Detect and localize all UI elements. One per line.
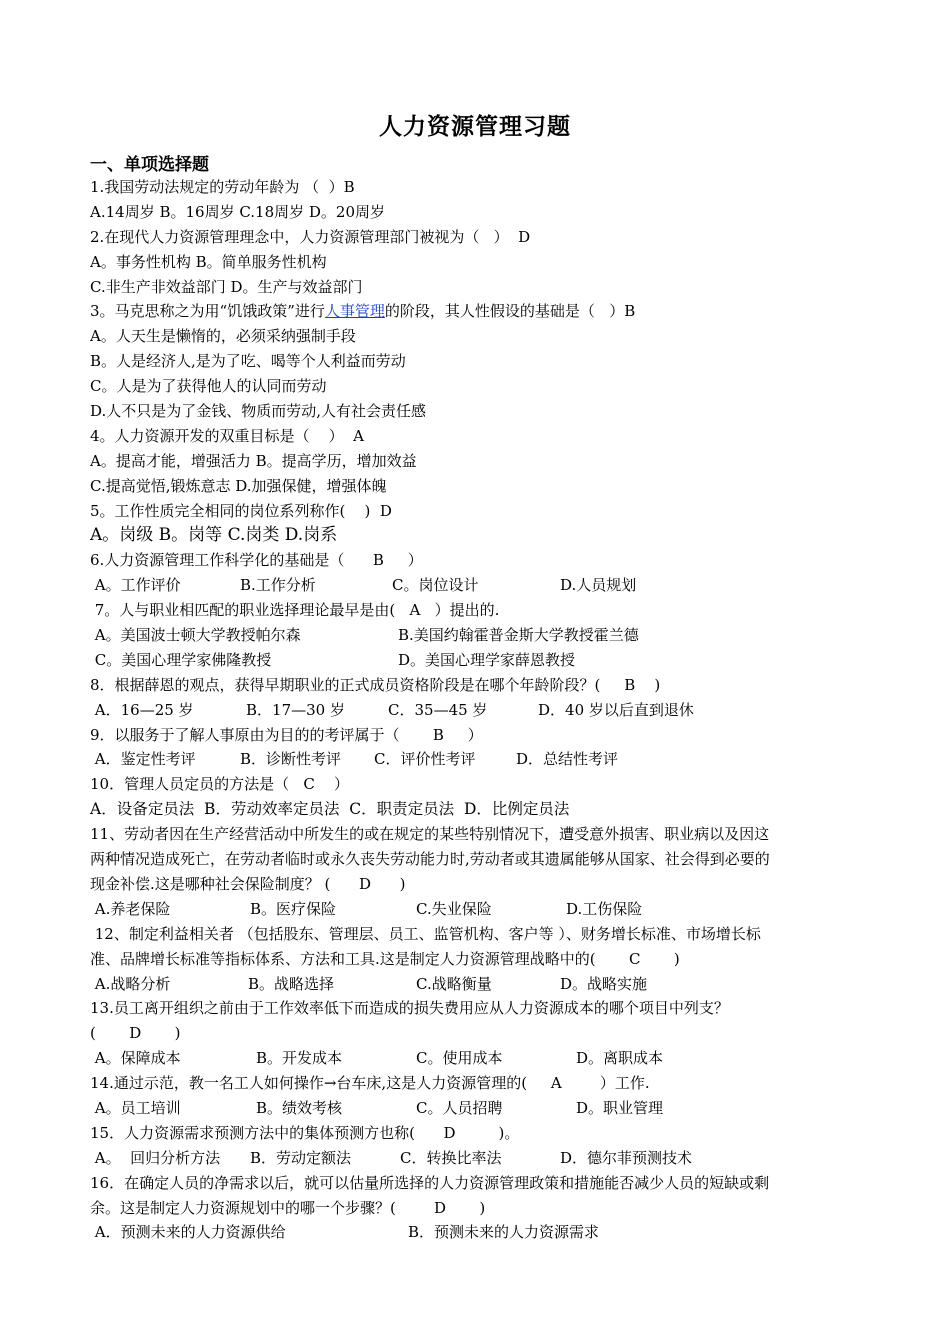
option-a: A。 回归分析方法: [90, 1148, 221, 1167]
option-a: A。员工培训: [90, 1098, 181, 1117]
hr-management-link[interactable]: 人事管理: [324, 302, 385, 321]
option-d: D。美国心理学家薛恩教授: [398, 650, 576, 669]
option-a: A．预测未来的人力资源供给: [90, 1223, 286, 1242]
option-a: A。美国波士顿大学教授帕尔森: [90, 626, 301, 645]
question-3: [90, 299, 860, 324]
option-b: B．诊断性考评: [240, 750, 342, 769]
question-13-line1: 13.员工离开组织之前由于工作效率低下而造成的损失费用应从人力资源成本的哪个项目中列支？: [90, 999, 729, 1018]
question-7-options-row2: [90, 648, 860, 673]
question-1: 1.我国劳动法规定的劳动年龄为 （ ）B: [90, 178, 355, 196]
question-3-option-c: C。人是为了获得他人的认同而劳动: [90, 377, 327, 396]
option-b: B。开发成本: [256, 1049, 343, 1068]
option-d: D.工伤保险: [566, 899, 643, 918]
option-c: C.战略衡量: [416, 974, 492, 993]
question-13-line2: ( D ): [90, 1024, 181, 1043]
option-b: B。绩效考核: [256, 1098, 343, 1117]
question-3-option-d: D.人不只是为了金钱、物质而劳动,人有社会责任感: [90, 402, 427, 421]
option-a: A.养老保险: [90, 899, 171, 918]
option-d: D．德尔菲预测技术: [560, 1148, 693, 1167]
question-3-text-end: 的阶段，其人性假设的基础是（ ）B: [384, 302, 636, 321]
question-3-option-b: B。人是经济人,是为了吃、喝等个人利益而劳动: [90, 352, 406, 371]
option-d: D．总结性考评: [516, 750, 619, 769]
option-d: D。战略实施: [560, 974, 648, 993]
option-b: B.工作分析: [240, 576, 316, 595]
page-title: 人力资源管理习题: [379, 114, 571, 140]
option-a: A。工作评价: [90, 576, 181, 595]
question-8-options: [90, 698, 860, 723]
question-4: 4。人力资源开发的双重目标是（ ） A: [90, 426, 364, 445]
option-c: C．转换比率法: [400, 1148, 502, 1167]
option-c: C。岗位设计: [392, 576, 479, 595]
question-11-line3: 现金补偿.这是哪种社会保险制度？ ( D ): [90, 874, 406, 893]
question-7: 7。人与职业相匹配的职业选择理论最早是由( A ）提出的.: [90, 601, 500, 620]
question-9-options: [90, 747, 860, 772]
question-11-options: [90, 897, 860, 922]
option-a: A.战略分析: [90, 974, 171, 993]
option-c: C。使用成本: [416, 1049, 503, 1068]
question-10: 10．管理人员定员的方法是（ C ）: [90, 775, 349, 794]
option-b: B.美国约翰霍普金斯大学教授霍兰德: [398, 626, 639, 645]
question-9: 9．以服务于了解人事原由为目的的考评属于（ B ）: [90, 725, 483, 744]
question-13-options: [90, 1046, 860, 1071]
question-2: 2.在现代人力资源管理理念中，人力资源管理部门被视为（ ） D: [90, 227, 531, 246]
option-a: A．鉴定性考评: [90, 750, 196, 769]
option-a: A．16—25 岁: [90, 700, 194, 719]
question-12-line1: 12、制定利益相关者 （包括股东、管理层、员工、监管机构、客户等 ）、财务增长标准、市场增长标: [90, 924, 761, 943]
option-d: D。职业管理: [576, 1098, 664, 1117]
question-10-options: A．设备定员法 B．劳动效率定员法 C．职责定员法 D．比例定员法: [90, 800, 570, 819]
question-2-options-row1: A。事务性机构 B。简单服务性机构: [90, 252, 327, 271]
option-b: B。医疗保险: [250, 899, 337, 918]
option-d: D．40 岁以后直到退休: [538, 700, 694, 719]
option-c: C。美国心理学家佛隆教授: [90, 650, 272, 669]
option-c: C．评价性考评: [374, 750, 476, 769]
option-c: C。人员招聘: [416, 1098, 503, 1117]
question-14-options: [90, 1096, 860, 1121]
question-14: 14.通过示范，教一名工人如何操作→台车床,这是人力资源管理的( A ）工作.: [90, 1074, 650, 1093]
question-16-line1: 16．在确定人员的净需求以后，就可以估量所选择的人力资源管理政策和措施能否减少人员的短缺或剩: [90, 1173, 770, 1192]
question-15: 15．人力资源需求预测方法中的集体预测方也称( D )。: [90, 1123, 520, 1142]
question-8: 8．根据薛恩的观点，获得早期职业的正式成员资格阶段是在哪个年龄阶段？( B ): [90, 675, 661, 694]
question-list: [90, 175, 860, 1245]
question-6-options: [90, 573, 860, 598]
option-c: C.失业保险: [416, 899, 492, 918]
question-11-line1: 11、劳动者因在生产经营活动中所发生的或在规定的某些特别情况下，遭受意外损害、职业病以及因这: [90, 825, 770, 844]
question-6: 6.人力资源管理工作科学化的基础是（ B ）: [90, 551, 423, 570]
question-1-options: A.14周岁 B。16周岁 C.18周岁 D。20周岁: [90, 202, 386, 221]
question-4-options-row2: C.提高觉悟,锻炼意志 D.加强保健，增强体魄: [90, 476, 387, 495]
option-b: B．劳动定额法: [250, 1148, 352, 1167]
question-4-options-row1: A。提高才能，增强活力 B。提高学历，增加效益: [90, 451, 417, 470]
section-heading: 一、单项选择题: [90, 155, 209, 175]
question-2-options-row2: C.非生产非效益部门 D。生产与效益部门: [90, 277, 363, 296]
option-d: D。离职成本: [576, 1049, 664, 1068]
question-15-options: [90, 1146, 860, 1171]
option-b: B．预测未来的人力资源需求: [408, 1223, 600, 1242]
question-16-options: [90, 1220, 860, 1245]
option-b: B．17—30 岁: [246, 700, 345, 719]
option-b: B。战略选择: [248, 974, 335, 993]
question-12-options: [90, 972, 860, 997]
question-3-option-a: A。人天生是懒惰的，必须采纳强制手段: [90, 327, 356, 346]
question-16-line2: 余。这是制定人力资源规划中的哪一个步骤？( D ): [90, 1198, 486, 1217]
question-5-options: A。岗级 B。岗等 C.岗类 D.岗系: [90, 525, 338, 546]
option-d: D.人员规划: [560, 576, 637, 595]
question-3-text-start: 3。马克思称之为用“饥饿政策”进行: [90, 302, 325, 321]
option-c: C．35—45 岁: [388, 700, 488, 719]
question-12-line2: 准、品牌增长标准等指标体系、方法和工具.这是制定人力资源管理战略中的( C ): [90, 949, 680, 968]
question-11-line2: 两种情况造成死亡，在劳动者临时或永久丧失劳动能力时,劳动者或其遗属能够从国家、社会得到必要的: [90, 850, 770, 869]
question-5: 5。工作性质完全相同的岗位系列称作( ) D: [90, 501, 392, 520]
question-7-options-row1: [90, 623, 860, 648]
option-a: A。保障成本: [90, 1049, 181, 1068]
